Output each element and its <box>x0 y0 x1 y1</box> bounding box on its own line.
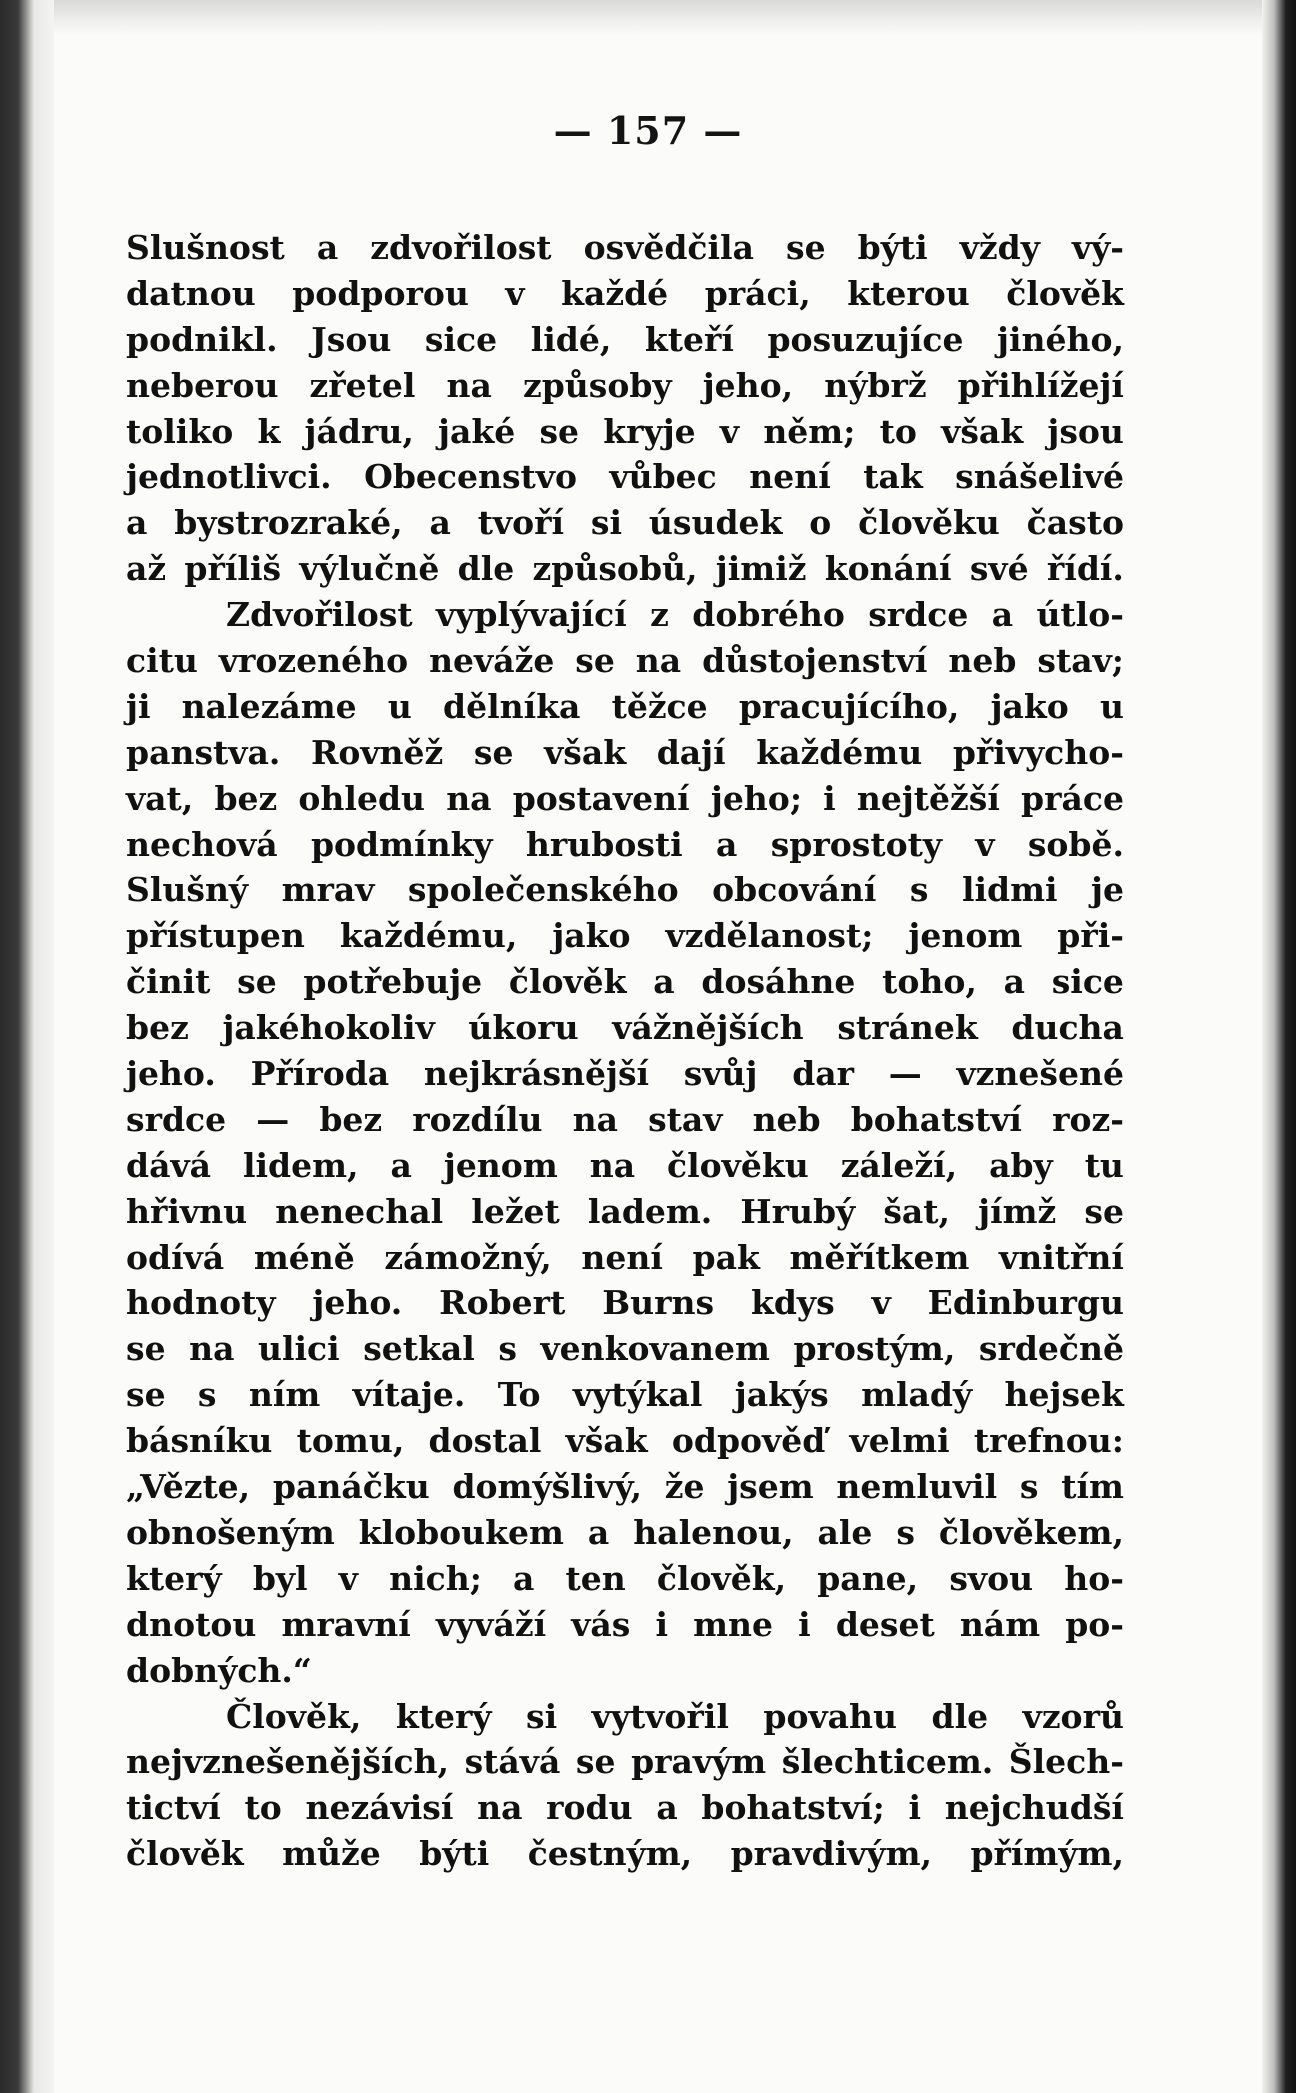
text-line: člověk může býti čestným, pravdivým, přímým, <box>126 1834 1124 1874</box>
text-line: obnošeným kloboukem a halenou, ale s člověkem, <box>126 1512 1124 1552</box>
text-line: Slušný mrav společenského obcování s lidmi je <box>126 870 1124 910</box>
text-line: datnou podporou v každé práci, kterou člověk <box>126 273 1124 313</box>
scan-top-edge <box>40 0 1262 34</box>
text-line: až příliš výlučně dle způsobů, jimiž konání své řídí. <box>126 549 1124 589</box>
text-line: bez jakéhokoliv úkoru vážnějších stránek ducha <box>126 1008 1124 1048</box>
text-line: Slušnost a zdvořilost osvědčila se býti vždy vý- <box>126 228 1124 267</box>
body-text <box>126 225 1124 1877</box>
text-line: jeho. Příroda nejkrásnější svůj dar — vznešené <box>126 1054 1124 1094</box>
scan-left-edge <box>0 0 54 2093</box>
text-line: odívá méně zámožný, není pak měřítkem vnitřní <box>126 1237 1124 1277</box>
scan-right-edge <box>1262 0 1296 2093</box>
text-line: nejvznešenějších, stává se pravým šlechticem. Šlech- <box>126 1742 1124 1782</box>
text-line: a bystrozraké, a tvoří si úsudek o člověku často <box>126 503 1124 543</box>
text-line: tictví to nezávisí na rodu a bohatství; i nejchudší <box>126 1788 1124 1828</box>
text-line: který byl v nich; a ten člověk, pane, svou ho- <box>126 1558 1124 1598</box>
text-line: toliko k jádru, jaké se kryje v něm; to však jsou <box>126 411 1124 451</box>
text-line: srdce — bez rozdílu na stav neb bohatství roz- <box>126 1099 1124 1139</box>
text-line: „Vězte, panáčku domýšlivý, že jsem nemluvil s tím <box>126 1467 1124 1507</box>
page-number: — 157 — <box>553 108 743 153</box>
text-line: dnotou mravní vyváží vás i mne i deset nám po- <box>126 1604 1124 1644</box>
text-line: hřivnu nenechal ležet ladem. Hrubý šat, jímž se <box>126 1191 1124 1231</box>
text-line: činit se potřebuje člověk a dosáhne toho, a sice <box>126 962 1124 1002</box>
text-line: Člověk, který si vytvořil povahu dle vzorů <box>226 1696 1124 1736</box>
text-line: hodnoty jeho. Robert Burns kdys v Edinburgu <box>126 1283 1124 1323</box>
text-line: citu vrozeného neváže se na důstojenství neb stav; <box>126 641 1124 681</box>
text-line: ji nalezáme u dělníka těžce pracujícího, jako u <box>126 686 1124 726</box>
text-line: nechová podmínky hrubosti a sprostoty v sobě. <box>126 824 1124 864</box>
text-line: podnikl. Jsou sice lidé, kteří posuzujíce jiného, <box>126 319 1124 359</box>
text-line: vat, bez ohledu na postavení jeho; i nejtěžší práce <box>126 778 1124 818</box>
text-line: dobných.“ <box>126 1650 312 1690</box>
text-line: panstva. Rovněž se však dají každému přivycho- <box>126 732 1124 772</box>
text-line: Zdvořilost vyplývající z dobrého srdce a útlo- <box>226 595 1124 635</box>
text-line: přístupen každému, jako vzdělanost; jenom při- <box>126 916 1124 956</box>
text-line: neberou zřetel na způsoby jeho, nýbrž přihlížejí <box>126 365 1124 405</box>
text-line: se na ulici setkal s venkovanem prostým, srdečně <box>126 1329 1124 1369</box>
text-line: se s ním vítaje. To vytýkal jakýs mladý hejsek <box>126 1375 1124 1415</box>
text-line: básníku tomu, dostal však odpověď velmi trefnou: <box>126 1421 1124 1461</box>
text-line: dává lidem, a jenom na člověku záleží, aby tu <box>126 1145 1124 1185</box>
text-line: jednotlivci. Obecenstvo vůbec není tak snášelivé <box>126 457 1124 497</box>
